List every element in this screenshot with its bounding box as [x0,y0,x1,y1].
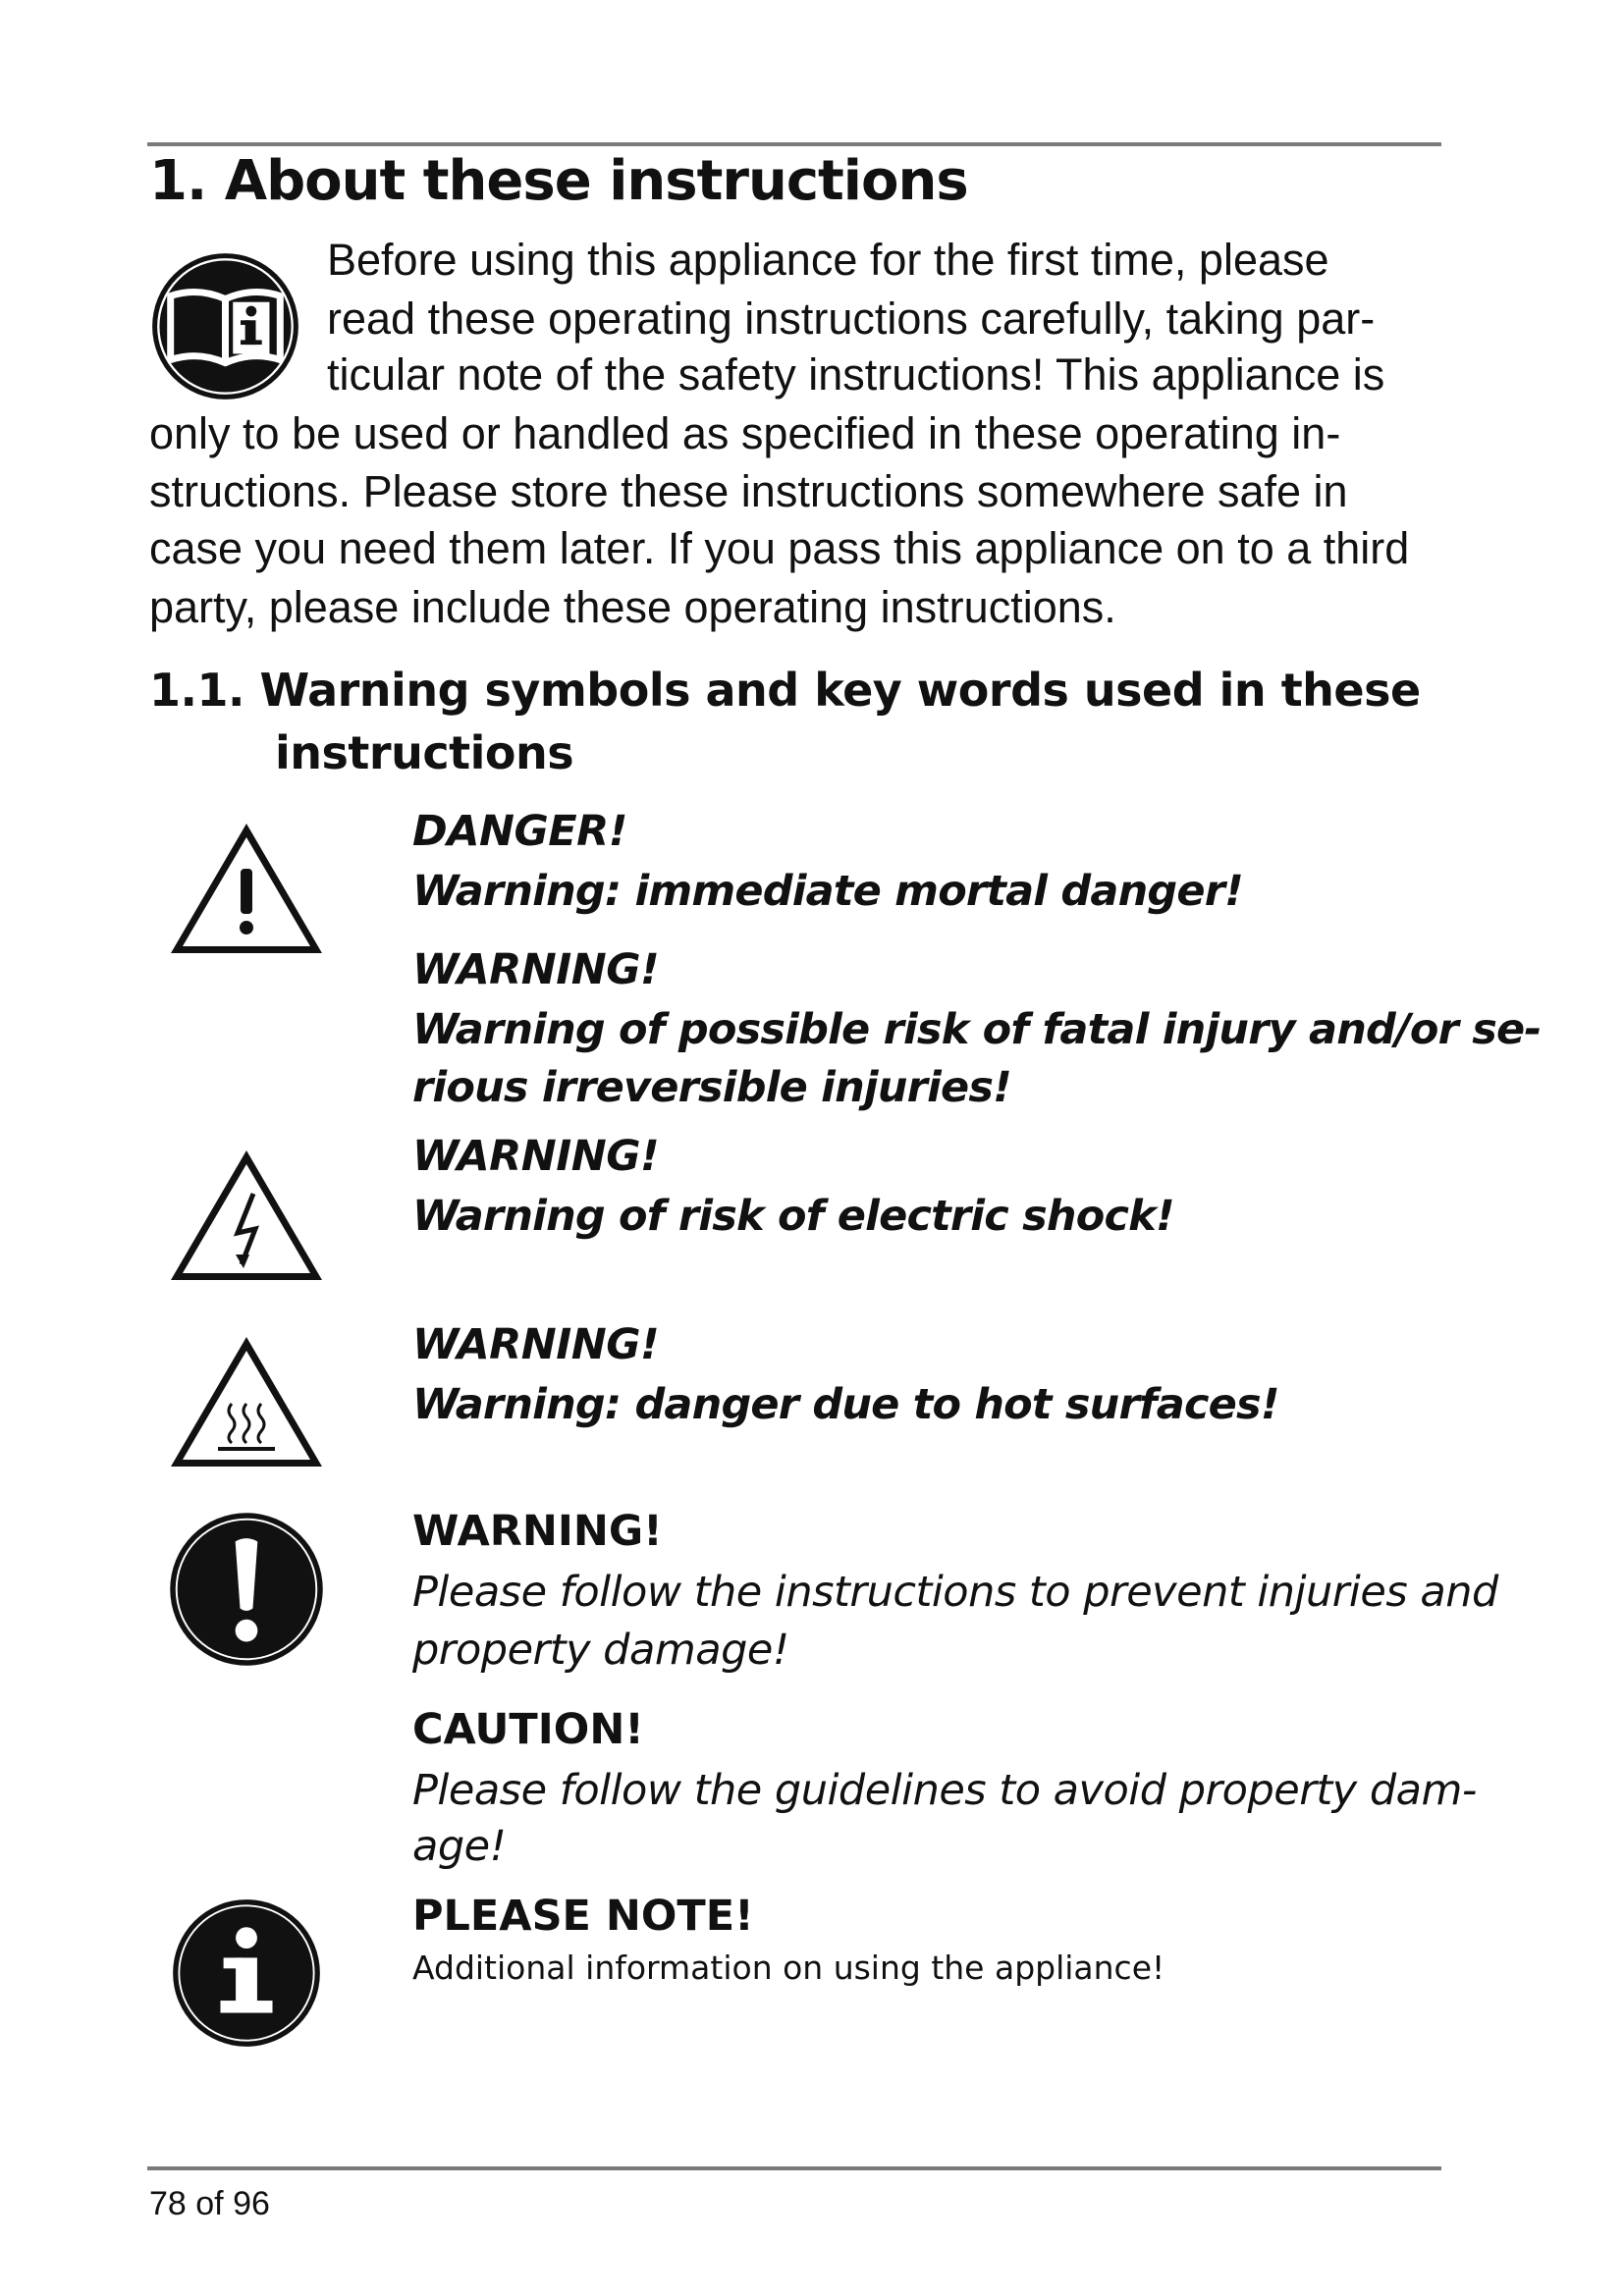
keyword-warning-general: WARNING! [412,1507,663,1556]
warning-fatal-description-line-1: Warning of possible risk of fatal injury and/or se- [412,1005,1542,1054]
electric-shock-description: Warning of risk of electric shock! [412,1192,1174,1241]
hot-surface-description: Warning: danger due to hot surfaces! [412,1380,1279,1429]
intro-line-3: ticular note of the safety instructions! This appliance is [327,349,1385,400]
manual-info-icon [149,250,301,402]
keyword-danger: DANGER! [412,807,627,856]
info-circle-icon [170,1896,323,2050]
section-title: 1. About these instructions [149,149,968,213]
intro-line-6: case you need them later. If you pass this appliance on to a third [149,523,1410,573]
intro-line-7: party, please include these operating instructions. [149,582,1116,632]
keyword-caution: CAUTION! [412,1705,644,1754]
subsection-title-line-2: instructions [275,726,574,779]
caution-description-line-1: Please follow the guidelines to avoid property dam- [412,1766,1477,1815]
intro-line-5: structions. Please store these instructions somewhere safe in [149,466,1348,516]
intro-line-4: only to be used or handled as specified in these operating in- [149,408,1341,458]
keyword-warning-electric: WARNING! [412,1132,660,1181]
please-note-description: Additional information on using the appliance! [412,1949,1165,1987]
exclamation-circle-icon [167,1510,326,1669]
bottom-rule [147,2166,1441,2170]
hot-surface-triangle-icon [167,1333,326,1470]
page-number: 78 of 96 [149,2185,270,2222]
subsection-title-line-1: 1.1. Warning symbols and key words used in these [149,664,1421,717]
electric-shock-triangle-icon [167,1147,326,1284]
general-warning-description-line-2: property damage! [412,1626,789,1675]
warning-fatal-description-line-2: rious irreversible injuries! [412,1063,1011,1112]
warning-triangle-exclamation-icon [167,820,326,957]
top-rule [147,142,1441,146]
intro-line-1: Before using this appliance for the first time, please [327,235,1329,285]
general-warning-description-line-1: Please follow the instructions to prevent injuries and [412,1568,1498,1617]
keyword-please-note: PLEASE NOTE! [412,1892,754,1941]
intro-line-2: read these operating instructions carefully, taking par- [327,294,1376,344]
keyword-warning-fatal: WARNING! [412,945,660,994]
caution-description-line-2: age! [412,1822,507,1871]
danger-description: Warning: immediate mortal danger! [412,867,1243,916]
keyword-warning-hot: WARNING! [412,1320,660,1369]
